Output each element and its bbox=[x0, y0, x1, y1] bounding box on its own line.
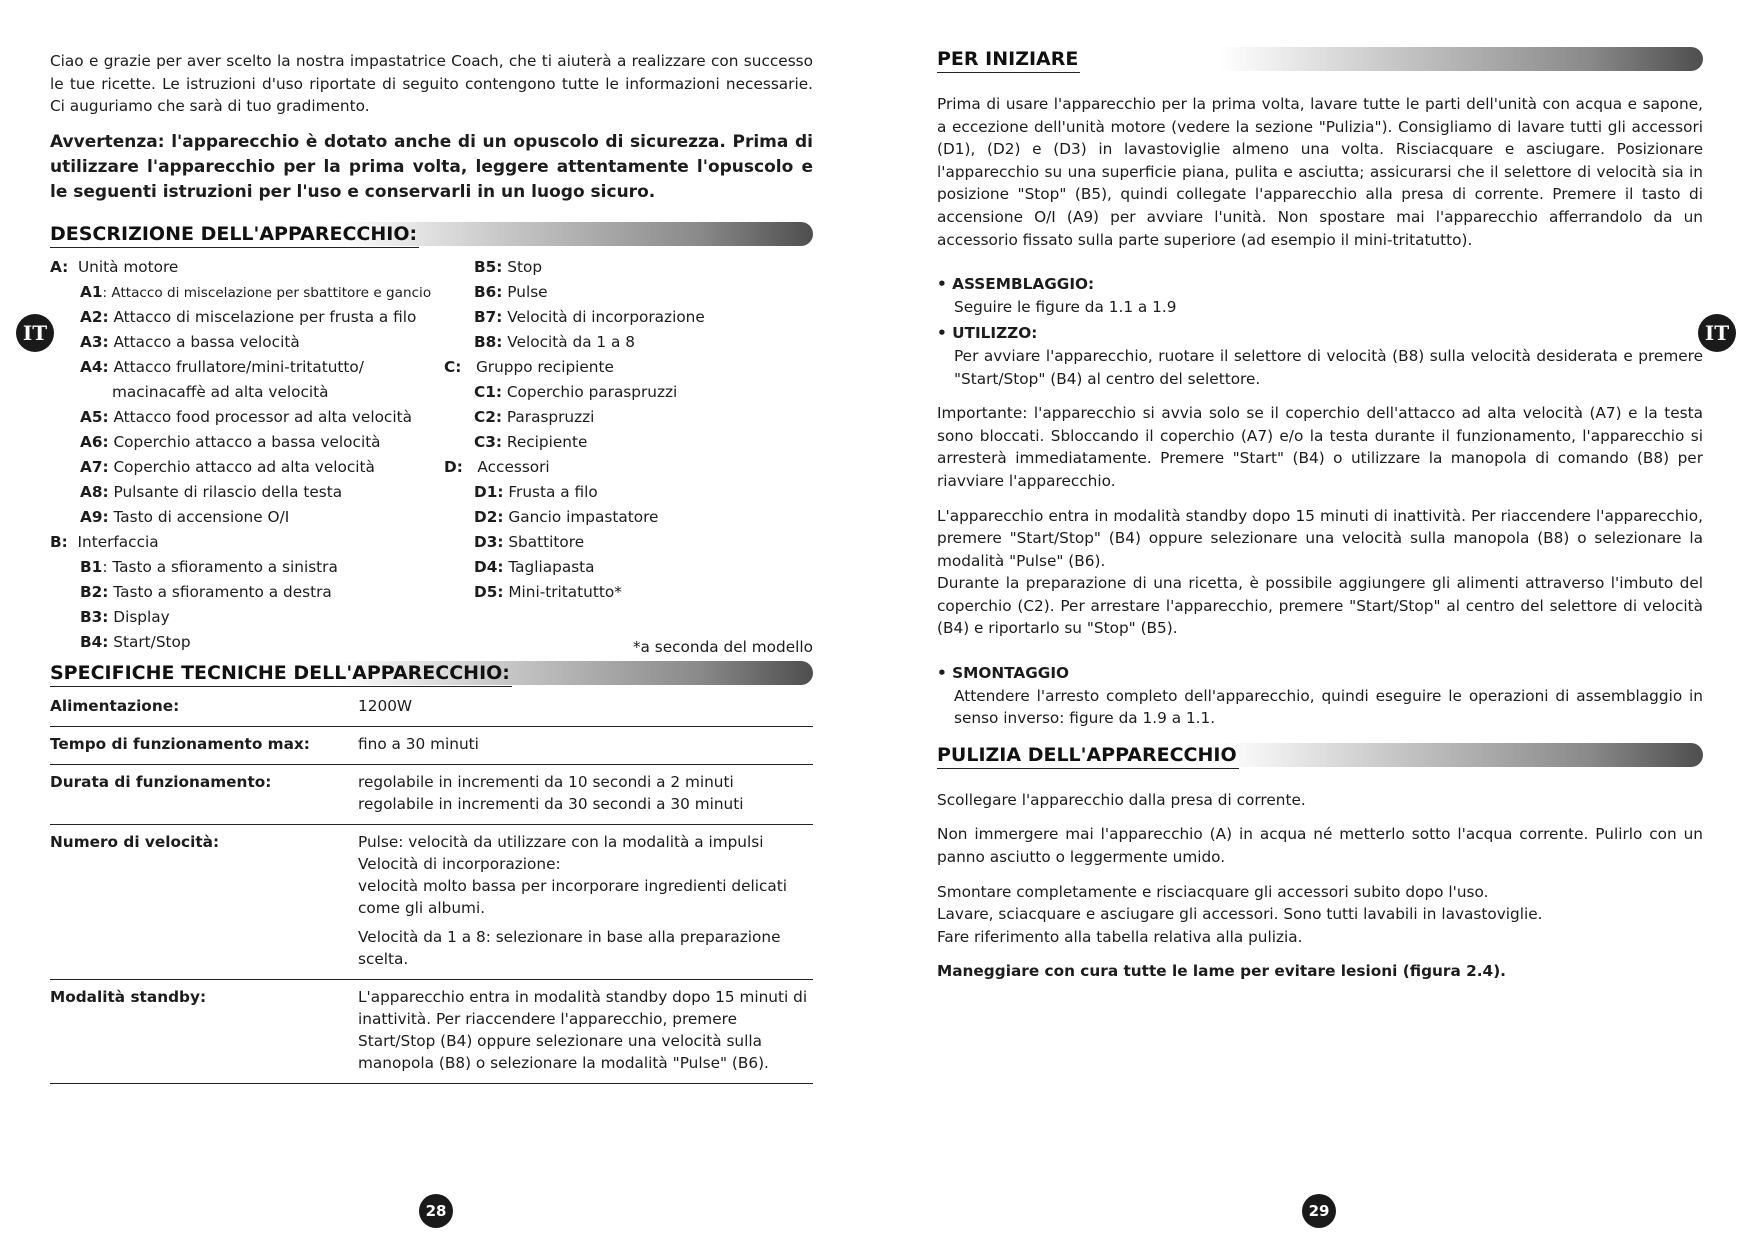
clean-paragraph: Non immergere mai l'apparecchio (A) in acqua né metterlo sotto l'acqua corrente. Pulirlo con un panno asciutto o leggermente umido. bbox=[937, 825, 1703, 867]
list-item: B3: Display bbox=[80, 607, 170, 626]
list-item: A: Unità motore bbox=[50, 257, 179, 276]
page-number: 28 bbox=[419, 1194, 453, 1228]
list-item: A3: Attacco a bassa velocità bbox=[80, 332, 300, 351]
specs-table bbox=[50, 695, 813, 1084]
specs-heading: SPECIFICHE TECNICHE DELL'APPARECCHIO: bbox=[50, 660, 813, 685]
table-row: Numero di velocità: Pulse: velocità da utilizzare con la modalità a impulsi Velocità di incorporazione: velocità molto bassa per incorporare ingredienti delicati come gli albumi. Velocità da 1 a 8: selezionare in base alla preparazione scelta. bbox=[50, 824, 813, 979]
list-item: C1: Coperchio paraspruzzi bbox=[474, 382, 678, 401]
right-column bbox=[937, 46, 1703, 983]
footnote: *a seconda del modello bbox=[632, 637, 813, 656]
disassembly-heading: • SMONTAGGIO bbox=[937, 664, 1070, 683]
assembly-text: Seguire le figure da 1.1 a 1.9 bbox=[954, 297, 1177, 316]
list-item: D4: Tagliapasta bbox=[474, 557, 595, 576]
clean-paragraph: Smontare completamente e risciacquare gli accessori subito dopo l'uso. bbox=[937, 882, 1489, 901]
intro-paragraph: Ciao e grazie per aver scelto la nostra impastatrice Coach, che ti aiuterà a realizzare con successo le tue ricette. Le istruzioni d'uso riportate di seguito contengono tutte le informazioni necessarie. Ci auguriamo che sarà di tuo gradimento. bbox=[50, 52, 813, 116]
list-item: A1: Attacco di miscelazione per sbattitore e gancio bbox=[80, 282, 432, 301]
table-row: Alimentazione: 1200W bbox=[50, 695, 813, 727]
list-item: A9: Tasto di accensione O/I bbox=[80, 507, 290, 526]
safety-warning: Avvertenza: l'apparecchio è dotato anche di un opuscolo di sicurezza. Prima di utilizzare l'apparecchio per la prima volta, leggere attentamente l'opuscolo e le seguenti istruzioni per l'uso e conservarli in un luogo sicuro. bbox=[50, 131, 813, 202]
page-29 bbox=[874, 0, 1749, 1241]
use-heading: • UTILIZZO: bbox=[937, 324, 1038, 343]
disassembly-text: Attendere l'arresto completo dell'apparecchio, quindi eseguire le operazioni di assemblaggio in senso inverso: figure da 1.9 a 1.1. bbox=[954, 686, 1703, 728]
list-item: D3: Sbattitore bbox=[474, 532, 585, 551]
during-paragraph: Durante la preparazione di una ricetta, è possibile aggiungere gli alimenti attraverso l'imbuto del coperchio (C2). Per arrestare l'apparecchio, premere "Start/Stop" al centro del selettore di velocità (B4) e riportarlo su "Stop" (B5). bbox=[937, 574, 1703, 638]
list-item: D: Accessori bbox=[444, 457, 550, 476]
table-row: Modalità standby: L'apparecchio entra in modalità standby dopo 15 minuti di inattività. Per riaccendere l'apparecchio, premere Start/Stop (B4) oppure selezionare una velocità sulla manopola (B8) o selezionare la modalità "Pulse" (B6). bbox=[50, 979, 813, 1083]
description-list bbox=[50, 256, 813, 660]
list-item: B8: Velocità da 1 a 8 bbox=[474, 332, 635, 351]
assembly-heading: • ASSEMBLAGGIO: bbox=[937, 275, 1095, 294]
language-tab: IT bbox=[16, 314, 54, 352]
cleaning-heading: PULIZIA DELL'APPARECCHIO bbox=[937, 742, 1703, 767]
page-28 bbox=[0, 0, 874, 1241]
list-item: C3: Recipiente bbox=[474, 432, 588, 451]
list-item: B4: Start/Stop bbox=[80, 632, 191, 651]
list-item: D2: Gancio impastatore bbox=[474, 507, 659, 526]
language-tab: IT bbox=[1698, 314, 1736, 352]
table-row: Tempo di funzionamento max: fino a 30 minuti bbox=[50, 726, 813, 764]
list-item: A7: Coperchio attacco ad alta velocità bbox=[80, 457, 375, 476]
list-item: D5: Mini-tritatutto* bbox=[474, 582, 622, 601]
list-item: B1: Tasto a sfioramento a sinistra bbox=[80, 557, 338, 576]
list-item: A5: Attacco food processor ad alta velocità bbox=[80, 407, 412, 426]
list-item: B: Interfaccia bbox=[50, 532, 159, 551]
list-item: B7: Velocità di incorporazione bbox=[474, 307, 705, 326]
list-item: C: Gruppo recipiente bbox=[444, 357, 614, 376]
important-paragraph: Importante: l'apparecchio si avvia solo se il coperchio dell'attacco ad alta velocità (A7) e la testa sono bloccati. Sbloccando il coperchio (A7) e/o la testa durante il funzionamento, l'apparecchio si arresterà immediatamente. Premere "Start" (B4) o utilizzare la manopola di comando (B8) per riavviare l'apparecchio. bbox=[937, 404, 1703, 490]
list-item: B2: Tasto a sfioramento a destra bbox=[80, 582, 332, 601]
list-item: A6: Coperchio attacco a bassa velocità bbox=[80, 432, 381, 451]
list-item: B6: Pulse bbox=[474, 282, 548, 301]
list-item: A2: Attacco di miscelazione per frusta a filo bbox=[80, 307, 417, 326]
list-item: A8: Pulsante di rilascio della testa bbox=[80, 482, 343, 501]
list-item-continuation: macinacaffè ad alta velocità bbox=[112, 382, 329, 401]
clean-paragraph: Lavare, sciacquare e asciugare gli accessori. Sono tutti lavabili in lavastoviglie. bbox=[937, 905, 1543, 924]
blade-warning: Maneggiare con cura tutte le lame per evitare lesioni (figura 2.4). bbox=[937, 962, 1506, 981]
clean-paragraph: Fare riferimento alla tabella relativa alla pulizia. bbox=[937, 927, 1303, 946]
list-item: D1: Frusta a filo bbox=[474, 482, 598, 501]
page-number: 29 bbox=[1302, 1194, 1336, 1228]
list-item: B5: Stop bbox=[474, 257, 543, 276]
clean-paragraph: Scollegare l'apparecchio dalla presa di corrente. bbox=[937, 790, 1306, 809]
start-heading: PER INIZIARE bbox=[937, 46, 1703, 71]
list-item: C2: Paraspruzzi bbox=[474, 407, 595, 426]
table-row: Durata di funzionamento: regolabile in incrementi da 10 secondi a 2 minuti regolabile in incrementi da 30 secondi a 30 minuti bbox=[50, 764, 813, 824]
start-paragraph: Prima di usare l'apparecchio per la prima volta, lavare tutte le parti dell'unità con acqua e sapone, a eccezione dell'unità motore (vedere la sezione "Pulizia"). Consigliamo di lavare tutti gli accessori (D1), (D2) e (D3) in lavastoviglie almeno una volta. Risciacquare e asciugare. Posizionare l'apparecchio su una superficie piana, pulita e asciutta; assicurarsi che il selettore di velocità sia in posizione "Stop" (B5), quindi collegate l'apparecchio alla presa di corrente. Premere il tasto di accensione O/I (A9) per avviare l'unità. Non spostare mai l'apparecchio afferrandolo da un accessorio fissato sulla parte superiore (ad esempio il mini-tritatutto). bbox=[937, 95, 1703, 249]
list-item: A4: Attacco frullatore/mini-tritatutto/ bbox=[80, 357, 364, 376]
description-heading: DESCRIZIONE DELL'APPARECCHIO: bbox=[50, 221, 813, 246]
left-column bbox=[50, 50, 813, 1084]
standby-paragraph: L'apparecchio entra in modalità standby dopo 15 minuti di inattività. Per riaccendere l'apparecchio, premere "Start/Stop" (B4) oppure selezionare una velocità sulla manopola (B8) o selezionare la modalità "Pulse" (B6). bbox=[937, 506, 1703, 570]
use-text: Per avviare l'apparecchio, ruotare il selettore di velocità (B8) sulla velocità desiderata e premere "Start/Stop" (B4) al centro del selettore. bbox=[954, 346, 1703, 388]
